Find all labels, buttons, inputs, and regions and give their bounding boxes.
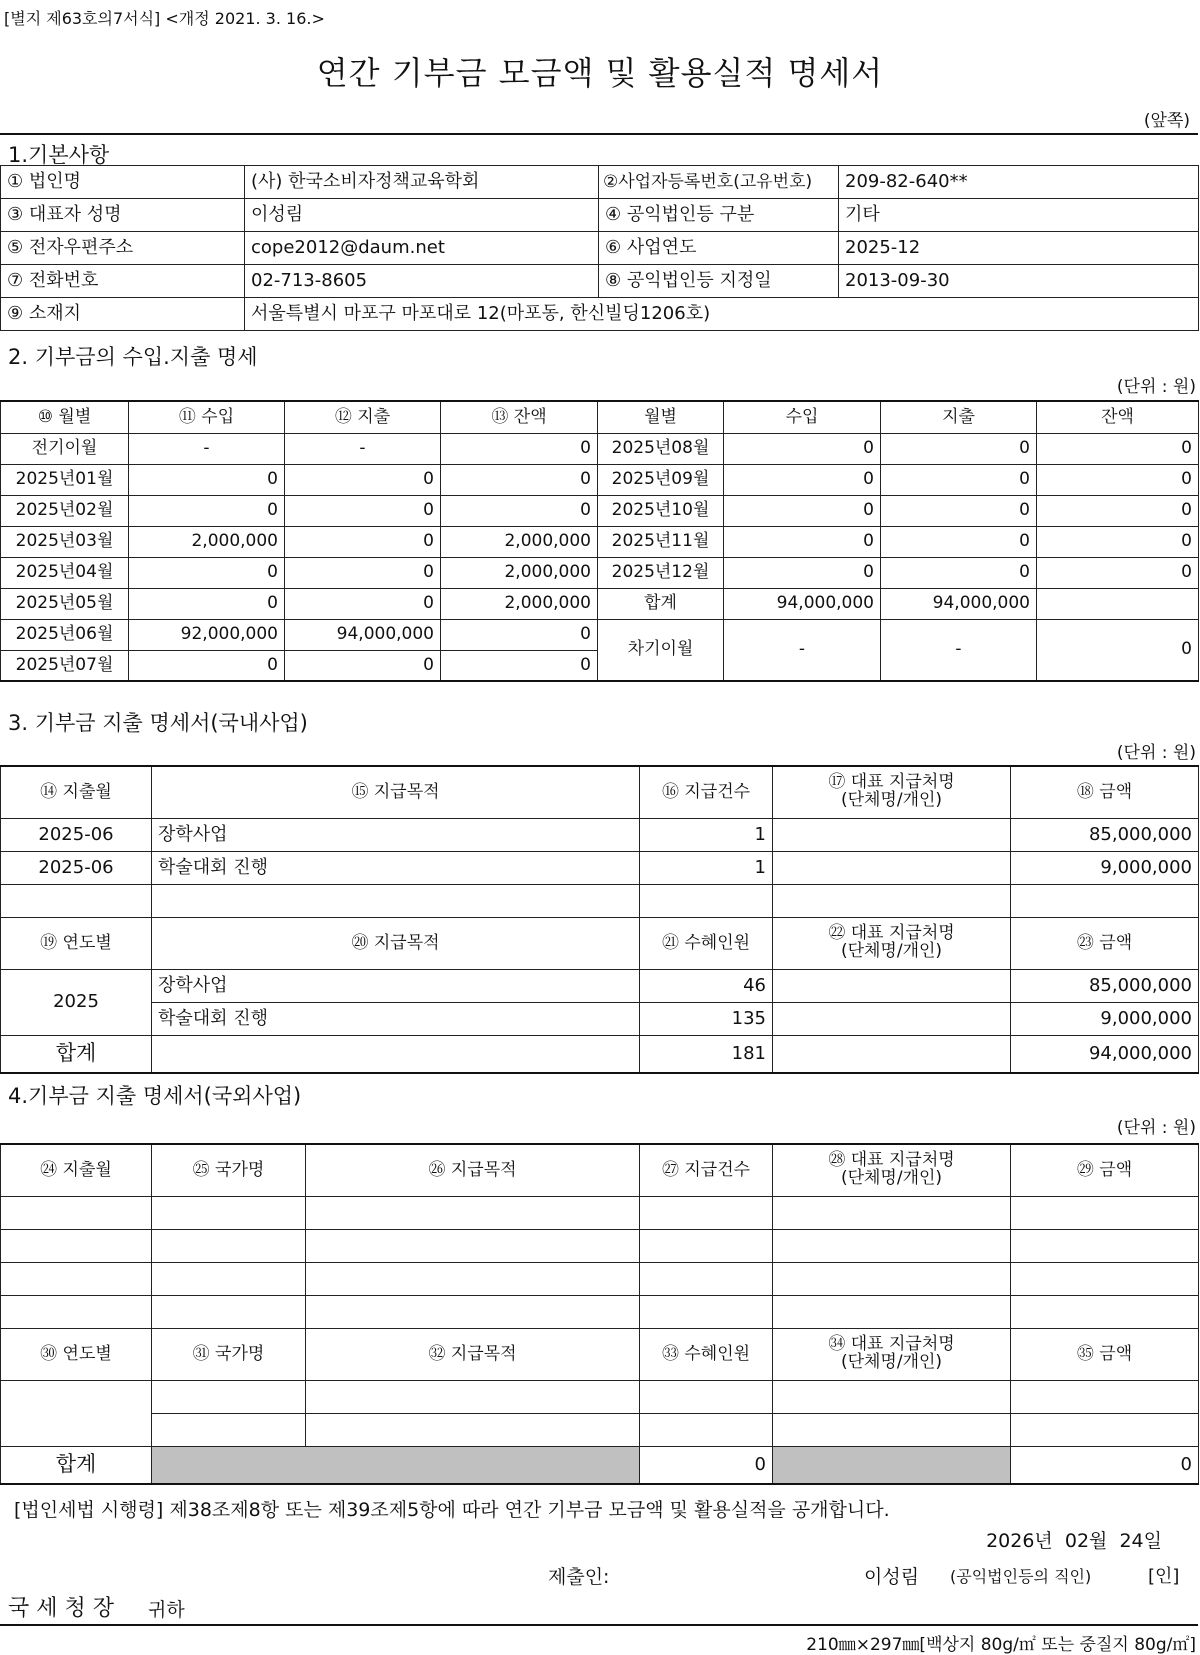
cell-balance: 0 <box>441 650 598 681</box>
cell-balance-right: 0 <box>1037 495 1199 526</box>
cell-empty <box>152 884 640 917</box>
basic-info-row <box>1 166 1199 199</box>
table-row-empty <box>1 1413 1199 1446</box>
section2-title: 2. 기부금의 수입.지출 명세 <box>8 345 258 369</box>
label-email: ⑤ 전자우편주소 <box>1 232 245 265</box>
cell-count: 1 <box>640 851 773 884</box>
col-country: ㉛ 국가명 <box>152 1328 306 1380</box>
paper-spec: 210㎜×297㎜[백상지 80g/㎡ 또는 중질지 80g/㎡] <box>806 1635 1196 1655</box>
cell-month: 2025-06 <box>1 851 152 884</box>
value-corp-name: (사) 한국소비자정책교육학회 <box>245 166 599 199</box>
cell-expense: 0 <box>285 557 441 588</box>
col-year: ㉚ 연도별 <box>1 1328 152 1380</box>
cell-empty <box>773 1295 1011 1328</box>
label-phone: ⑦ 전화번호 <box>1 265 245 298</box>
table-row <box>1 818 1199 851</box>
cell-month-right: 2025년08월 <box>598 433 724 464</box>
table-row <box>1 433 1199 464</box>
cell-expense: 0 <box>285 650 441 681</box>
total-label: 합계 <box>1 1446 152 1484</box>
cell-income-right: 0 <box>724 557 881 588</box>
cell-income: 0 <box>129 588 285 619</box>
cell-expense-right: 0 <box>881 526 1037 557</box>
cell-empty <box>1 1196 152 1229</box>
col-recipient: ⑰ 대표 지급처명 (단체명/개인) <box>773 766 1011 818</box>
col-amount: ㉙ 금액 <box>1011 1144 1199 1196</box>
value-address: 서울특별시 마포구 마포대로 12(마포동, 한신빌딩1206호) <box>245 298 1199 331</box>
cell-balance-carry: 0 <box>1037 619 1199 681</box>
cell-empty <box>1011 1229 1199 1262</box>
income-expense-table <box>0 400 1199 682</box>
col-month-2: 월별 <box>598 401 724 433</box>
table-row <box>1 588 1199 619</box>
table-row-empty <box>1 1380 1199 1413</box>
cell-income-right: 94,000,000 <box>724 588 881 619</box>
total-label: 합계 <box>1 1035 152 1073</box>
label-biz-reg-no: ②사업자등록번호(고유번호) <box>599 166 839 199</box>
cell-empty <box>152 1262 306 1295</box>
cell-empty <box>306 1262 640 1295</box>
table-row-empty <box>1 1295 1199 1328</box>
cell-empty <box>306 1380 640 1413</box>
submitter-role: (공익법인등의 직인) <box>950 1567 1092 1586</box>
cell-month: 2025년02월 <box>1 495 129 526</box>
shaded-cell <box>773 1446 1011 1484</box>
page-title: 연간 기부금 모금액 및 활용실적 명세서 <box>316 54 884 92</box>
front-page-label: (앞쪽) <box>1143 111 1190 131</box>
cell-empty <box>640 1380 773 1413</box>
col-balance: ⑬ 잔액 <box>441 401 598 433</box>
cell-month: 2025년04월 <box>1 557 129 588</box>
value-corp-type: 기타 <box>839 199 1199 232</box>
table-row <box>1 495 1199 526</box>
cell-empty <box>773 1229 1011 1262</box>
form-reference: [별지 제63호의7서식] <개정 2021. 3. 16.> <box>4 9 325 28</box>
table-row <box>1 851 1199 884</box>
total-beneficiaries: 0 <box>640 1446 773 1484</box>
cell-balance: 0 <box>441 619 598 650</box>
col-income: ⑪ 수입 <box>129 401 285 433</box>
basic-info-row <box>1 298 1199 331</box>
cell-beneficiaries: 135 <box>640 1002 773 1035</box>
cell-empty <box>306 1413 640 1446</box>
cell-recipient <box>773 1002 1011 1035</box>
cell-empty <box>152 1295 306 1328</box>
cell-empty <box>1 1380 152 1446</box>
col-beneficiaries: ㉝ 수혜인원 <box>640 1328 773 1380</box>
basic-info-row <box>1 232 1199 265</box>
total-amount: 0 <box>1011 1446 1199 1484</box>
cell-empty <box>1011 884 1199 917</box>
cell-empty <box>640 1295 773 1328</box>
cell-month: 전기이월 <box>1 433 129 464</box>
cell-empty <box>773 1380 1011 1413</box>
value-email: cope2012@daum.net <box>245 232 599 265</box>
unit-label: (단위 : 원) <box>1116 377 1196 397</box>
cell-empty <box>773 1413 1011 1446</box>
cell-expense-right: 94,000,000 <box>881 588 1037 619</box>
col-expense-2: 지출 <box>881 401 1037 433</box>
cell-recipient <box>773 969 1011 1002</box>
table-row <box>1 526 1199 557</box>
cell-expense-right: 0 <box>881 557 1037 588</box>
cell-empty <box>1 1295 152 1328</box>
table-row-empty <box>1 1196 1199 1229</box>
cell-balance-right <box>1037 588 1199 619</box>
table-row-empty <box>1 1229 1199 1262</box>
col-beneficiaries: ㉑ 수혜인원 <box>640 917 773 969</box>
col-amount: ⑱ 금액 <box>1011 766 1199 818</box>
cell-recipient <box>773 818 1011 851</box>
cell-empty <box>152 1229 306 1262</box>
cell-empty <box>306 1295 640 1328</box>
cell-empty <box>640 884 773 917</box>
section1-title: 1.기본사항 <box>8 143 110 167</box>
submitter-name: 이성림 <box>864 1566 920 1588</box>
cell-purpose: 학술대회 진행 <box>152 1002 640 1035</box>
cell-expense: 0 <box>285 495 441 526</box>
label-fiscal-year: ⑥ 사업연도 <box>599 232 839 265</box>
cell-income-carry: - <box>724 619 881 681</box>
label-corp-type: ④ 공익법인등 구분 <box>599 199 839 232</box>
table-row <box>1 464 1199 495</box>
table-row <box>1 619 1199 650</box>
cell-balance: 2,000,000 <box>441 526 598 557</box>
cell-month: 2025-06 <box>1 818 152 851</box>
cell-balance-right: 0 <box>1037 433 1199 464</box>
cell-amount: 85,000,000 <box>1011 969 1199 1002</box>
cell-empty <box>152 1196 306 1229</box>
col-balance-2: 잔액 <box>1037 401 1199 433</box>
table-row-empty <box>1 884 1199 917</box>
unit-label: (단위 : 원) <box>1116 1118 1196 1138</box>
value-biz-reg-no: 209-82-640** <box>839 166 1199 199</box>
cell-purpose: 장학사업 <box>152 969 640 1002</box>
table-row <box>1 969 1199 1002</box>
cell-income: 0 <box>129 650 285 681</box>
cell-empty <box>1011 1262 1199 1295</box>
cell-month-right: 2025년09월 <box>598 464 724 495</box>
section4-title: 4.기부금 지출 명세서(국외사업) <box>8 1084 302 1108</box>
cell-month: 2025년01월 <box>1 464 129 495</box>
value-designation-date: 2013-09-30 <box>839 265 1199 298</box>
col-amount: ㉓ 금액 <box>1011 917 1199 969</box>
label-address: ⑨ 소재지 <box>1 298 245 331</box>
cell-empty <box>640 1196 773 1229</box>
col-country: ㉕ 국가명 <box>152 1144 306 1196</box>
cell-year: 2025 <box>1 969 152 1035</box>
col-expense-month: ㉔ 지출월 <box>1 1144 152 1196</box>
value-ceo-name: 이성림 <box>245 199 599 232</box>
cell-empty <box>640 1262 773 1295</box>
cell-month-right: 2025년10월 <box>598 495 724 526</box>
cell-expense-right: 0 <box>881 433 1037 464</box>
cell-balance-right: 0 <box>1037 557 1199 588</box>
total-row <box>1 1035 1199 1073</box>
cell-expense-carry: - <box>881 619 1037 681</box>
col-count: ⑯ 지급건수 <box>640 766 773 818</box>
cell-amount: 9,000,000 <box>1011 1002 1199 1035</box>
cell-empty <box>1 1229 152 1262</box>
cell-count: 1 <box>640 818 773 851</box>
cell-expense: 0 <box>285 526 441 557</box>
cell-empty <box>1011 1295 1199 1328</box>
col-recipient: ㉞ 대표 지급처명 (단체명/개인) <box>773 1328 1011 1380</box>
value-phone: 02-713-8605 <box>245 265 599 298</box>
shaded-cell <box>152 1446 640 1484</box>
cell-income: - <box>129 433 285 464</box>
col-count: ㉗ 지급건수 <box>640 1144 773 1196</box>
seal-mark: [인] <box>1148 1566 1180 1587</box>
col-amount: ㉟ 금액 <box>1011 1328 1199 1380</box>
cell-month-right: 2025년11월 <box>598 526 724 557</box>
cell-empty <box>152 1413 306 1446</box>
cell-expense: 94,000,000 <box>285 619 441 650</box>
label-corp-name: ① 법인명 <box>1 166 245 199</box>
col-purpose: ⑮ 지급목적 <box>152 766 640 818</box>
cell-income: 2,000,000 <box>129 526 285 557</box>
cell-balance-right: 0 <box>1037 526 1199 557</box>
cell-expense: 0 <box>285 588 441 619</box>
col-purpose: ㉜ 지급목적 <box>306 1328 640 1380</box>
cell-empty <box>1 884 152 917</box>
label-ceo-name: ③ 대표자 성명 <box>1 199 245 232</box>
basic-info-table <box>0 165 1199 331</box>
domestic-expense-table <box>0 765 1199 1074</box>
cell-balance: 0 <box>441 433 598 464</box>
cell-month: 2025년07월 <box>1 650 129 681</box>
table-header-row <box>1 766 1199 818</box>
cell-recipient <box>773 1035 1011 1073</box>
cell-empty <box>1011 1196 1199 1229</box>
cell-balance: 2,000,000 <box>441 557 598 588</box>
cell-recipient <box>773 851 1011 884</box>
cell-income-right: 0 <box>724 495 881 526</box>
cell-income-right: 0 <box>724 526 881 557</box>
col-year: ⑲ 연도별 <box>1 917 152 969</box>
cell-balance: 0 <box>441 464 598 495</box>
cell-empty <box>306 1229 640 1262</box>
cell-month: 2025년03월 <box>1 526 129 557</box>
cell-month: 2025년06월 <box>1 619 129 650</box>
cell-purpose <box>152 1035 640 1073</box>
cell-expense: 0 <box>285 464 441 495</box>
cell-income: 0 <box>129 464 285 495</box>
cell-income: 0 <box>129 495 285 526</box>
col-recipient: ㉘ 대표 지급처명 (단체명/개인) <box>773 1144 1011 1196</box>
cell-balance: 0 <box>441 495 598 526</box>
col-purpose: ㉖ 지급목적 <box>306 1144 640 1196</box>
col-recipient: ㉒ 대표 지급처명 (단체명/개인) <box>773 917 1011 969</box>
section3-title: 3. 기부금 지출 명세서(국내사업) <box>8 711 308 735</box>
cell-empty <box>640 1229 773 1262</box>
cell-empty <box>773 1196 1011 1229</box>
cell-amount: 9,000,000 <box>1011 851 1199 884</box>
cell-empty <box>1011 1380 1199 1413</box>
label-designation-date: ⑧ 공익법인등 지정일 <box>599 265 839 298</box>
unit-label: (단위 : 원) <box>1116 743 1196 763</box>
table-header-row <box>1 917 1199 969</box>
cell-empty <box>1011 1413 1199 1446</box>
cell-balance-right: 0 <box>1037 464 1199 495</box>
carry-forward-label: 차기이월 <box>598 619 724 681</box>
cell-purpose: 장학사업 <box>152 818 640 851</box>
table-row-empty <box>1 1262 1199 1295</box>
total-amount: 94,000,000 <box>1011 1035 1199 1073</box>
cell-month: 2025년05월 <box>1 588 129 619</box>
table-row <box>1 557 1199 588</box>
cell-income: 0 <box>129 557 285 588</box>
cell-expense-right: 0 <box>881 495 1037 526</box>
cell-empty <box>1 1262 152 1295</box>
col-purpose: ⑳ 지급목적 <box>152 917 640 969</box>
col-income-2: 수입 <box>724 401 881 433</box>
addressee: 국 세 청 장 <box>8 1596 114 1621</box>
basic-info-row <box>1 199 1199 232</box>
table-header-row <box>1 1144 1199 1196</box>
cell-month-right: 합계 <box>598 588 724 619</box>
submitter-label: 제출인: <box>548 1566 610 1588</box>
cell-income-right: 0 <box>724 433 881 464</box>
table-header-row <box>1 1328 1199 1380</box>
cell-amount: 85,000,000 <box>1011 818 1199 851</box>
col-expense: ⑫ 지출 <box>285 401 441 433</box>
total-row <box>1 1446 1199 1484</box>
cell-beneficiaries: 46 <box>640 969 773 1002</box>
cell-empty <box>306 1196 640 1229</box>
honorific: 귀하 <box>148 1599 185 1621</box>
cell-income-right: 0 <box>724 464 881 495</box>
col-expense-month: ⑭ 지출월 <box>1 766 152 818</box>
table-header-row <box>1 401 1199 433</box>
col-month: ⑩ 월별 <box>1 401 129 433</box>
cell-month-right: 2025년12월 <box>598 557 724 588</box>
cell-empty <box>773 884 1011 917</box>
cell-purpose: 학술대회 진행 <box>152 851 640 884</box>
total-beneficiaries: 181 <box>640 1035 773 1073</box>
cell-empty <box>773 1262 1011 1295</box>
cell-expense-right: 0 <box>881 464 1037 495</box>
cell-income: 92,000,000 <box>129 619 285 650</box>
table-row <box>1 1002 1199 1035</box>
overseas-expense-table <box>0 1143 1199 1485</box>
cell-balance: 2,000,000 <box>441 588 598 619</box>
cell-expense: - <box>285 433 441 464</box>
cell-empty <box>640 1413 773 1446</box>
basic-info-row <box>1 265 1199 298</box>
value-fiscal-year: 2025-12 <box>839 232 1199 265</box>
legal-notice: [법인세법 시행령] 제38조제8항 또는 제39조제5항에 따라 연간 기부금 모금액 및 활용실적을 공개합니다. <box>14 1499 890 1521</box>
cell-empty <box>152 1380 306 1413</box>
submission-date: 2026년 02월 24일 <box>986 1530 1162 1552</box>
